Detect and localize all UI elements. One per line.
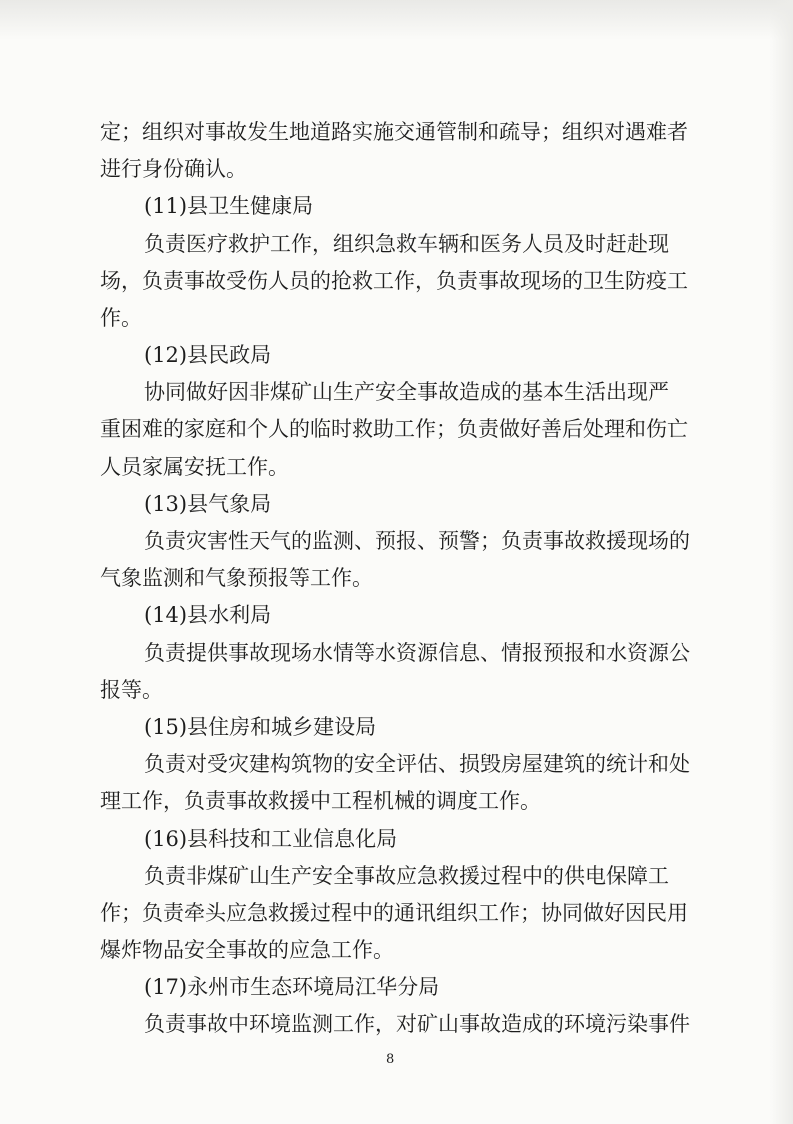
text-line: 人员家属安抚工作。 [100,455,289,479]
text-line: 报等。 [100,678,163,702]
page-number: 8 [386,1052,395,1067]
text-line: 负责医疗救护工作，组织急救车辆和医务人员及时赶赴现 [144,232,669,256]
section-heading: (11)县卫生健康局 [144,194,314,218]
text-line: 作；负责牵头应急救援过程中的通讯组织工作；协同做好因民用 [100,901,688,925]
section-heading: (17)永州市生态环境局江华分局 [144,975,440,999]
scan-shadow-right [770,0,793,1124]
text-line: 进行身份确认。 [100,157,247,181]
text-line: 负责灾害性天气的监测、预报、预警；负责事故救援现场的 [144,529,690,553]
text-line: 定；组织对事故发生地道路实施交通管制和疏导；组织对遇难者 [100,120,688,144]
text-line: 理工作，负责事故救援中工程机械的调度工作。 [100,789,541,813]
text-line: 作。 [100,306,142,330]
section-heading: (12)县民政局 [144,343,272,367]
scan-shadow-top [0,0,793,40]
section-heading: (16)县科技和工业信息化局 [144,827,398,851]
text-line: 负责提供事故现场水情等水资源信息、情报预报和水资源公 [144,641,690,665]
text-line: 场，负责事故受伤人员的抢救工作，负责事故现场的卫生防疫工 [100,269,688,293]
section-heading: (13)县气象局 [144,492,272,516]
text-line: 气象监测和气象预报等工作。 [100,566,373,590]
text-line: 协同做好因非煤矿山生产安全事故造成的基本生活出现严 [144,380,669,404]
text-line: 负责对受灾建构筑物的安全评估、损毁房屋建筑的统计和处 [144,752,690,776]
text-line: 重困难的家庭和个人的临时救助工作；负责做好善后处理和伤亡 [100,417,688,441]
section-heading: (14)县水利局 [144,603,272,627]
text-line: 负责事故中环境监测工作，对矿山事故造成的环境污染事件 [144,1012,690,1036]
section-heading: (15)县住房和城乡建设局 [144,715,377,739]
text-line: 负责非煤矿山生产安全事故应急救援过程中的供电保障工 [144,864,669,888]
text-line: 爆炸物品安全事故的应急工作。 [100,938,394,962]
